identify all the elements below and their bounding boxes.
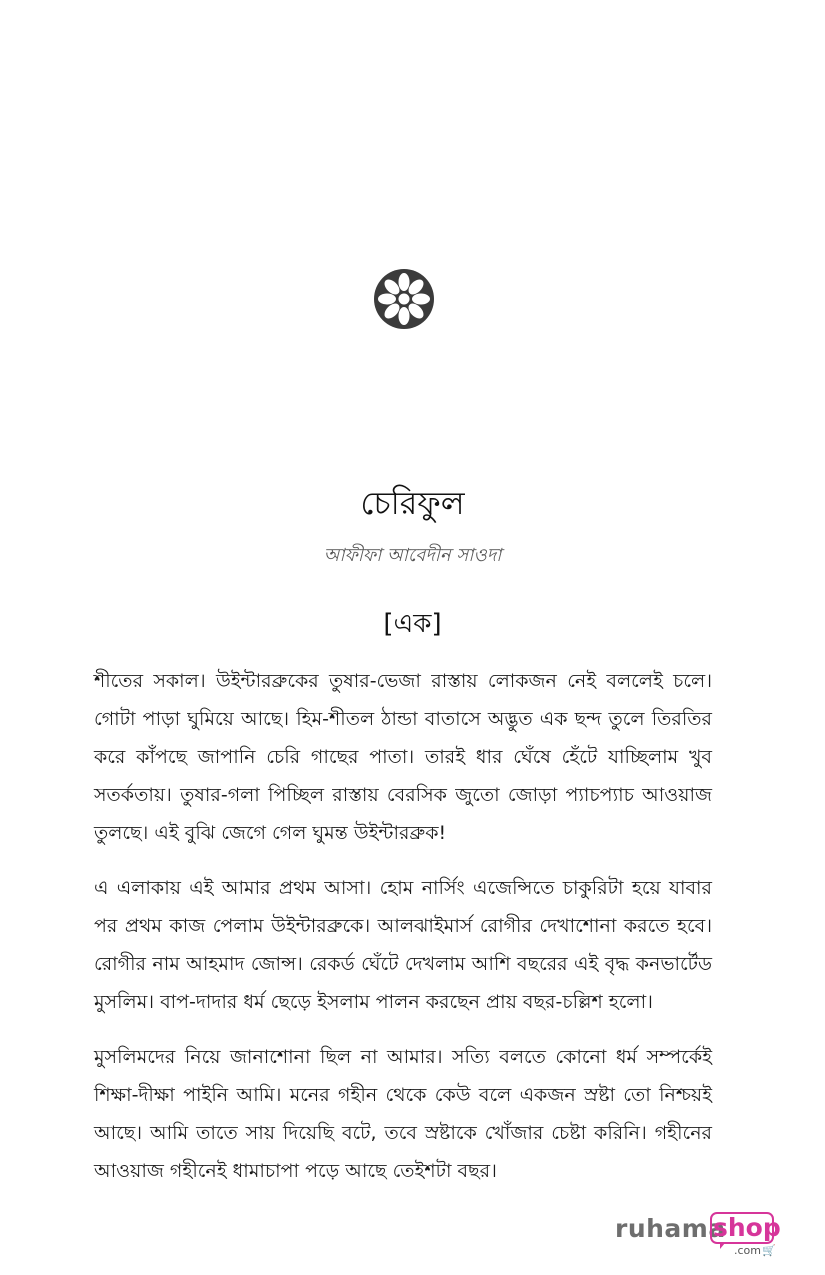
logo-accent-text: shop [713,1213,781,1242]
logo-suffix-text: .com [734,1244,761,1257]
ruhamashop-logo [612,1210,782,1262]
author-name: আফীফা আবেদীন সাওদা [323,545,502,566]
paragraph: এ এলাকায় এই আমার প্রথম আসা। হোম নার্সিং এজেন্সিতে চাকুরিটা হয়ে যাবার পর প্রথম কাজ পেলাম উইন্টারব্রুকে। আলঝাইমার্স রোগীর দেখাশোনা করতে হবে। রোগীর নাম আহমাদ জোন্স। রেকর্ড ঘেঁটে দেখলাম আশি বছরের এই বৃদ্ধ কনভার্টেড মুসলিম। বাপ-দাদার ধর্ম ছেড়ে ইসলাম পালন করছেন প্রায় বছর-চল্লিশ হলো। [94,877,712,1013]
chapter-heading: [এক] [383,609,442,639]
paragraph: শীতের সকাল। উইন্টারব্রুকের তুষার-ভেজা রাস্তায় লোকজন নেই বললেই চলে। গোটা পাড়া ঘুমিয়ে আছে। হিম-শীতল ঠান্ডা বাতাসে অদ্ভুত এক ছন্দ তুলে তিরতির করে কাঁপছে জাপানি চেরি গাছের পাতা। তারই ধার ঘেঁষে হেঁটে যাচ্ছিলাম খুব সতর্কতায়। তুষার-গলা পিচ্ছিল রাস্তায় বেরসিক জুতো জোড়া প্যাচপ্যাচ আওয়াজ তুলছে। এই বুঝি জেগে গেল ঘুমন্ত উইন্টারব্রুক! [94,670,712,844]
logo-bubble-tail [720,1243,725,1249]
paragraph: মুসলিমদের নিয়ে জানাশোনা ছিল না আমার। সত্যি বলতে কোনো ধর্ম সম্পর্কেই শিক্ষা-দীক্ষা পাইনি আমি। মনের গহীন থেকে কেউ বলে একজন স্রষ্টা তো নিশ্চয়ই আছে। আমি তাতে সায় দিয়েছি বটে, তবে স্রষ্টাকে খোঁজার চেষ্টা করিনি। গহীনের আওয়াজ গহীনেই ধামাচাপা পড়ে আছে তেইশটা বছর। [94,1046,712,1182]
flower-wheel-icon [373,268,435,330]
cart-icon: 🛒 [762,1244,776,1257]
body-text [94,662,712,1207]
story-title: চেরিফুল [360,484,465,522]
logo-main-text: ruhama [615,1214,726,1243]
